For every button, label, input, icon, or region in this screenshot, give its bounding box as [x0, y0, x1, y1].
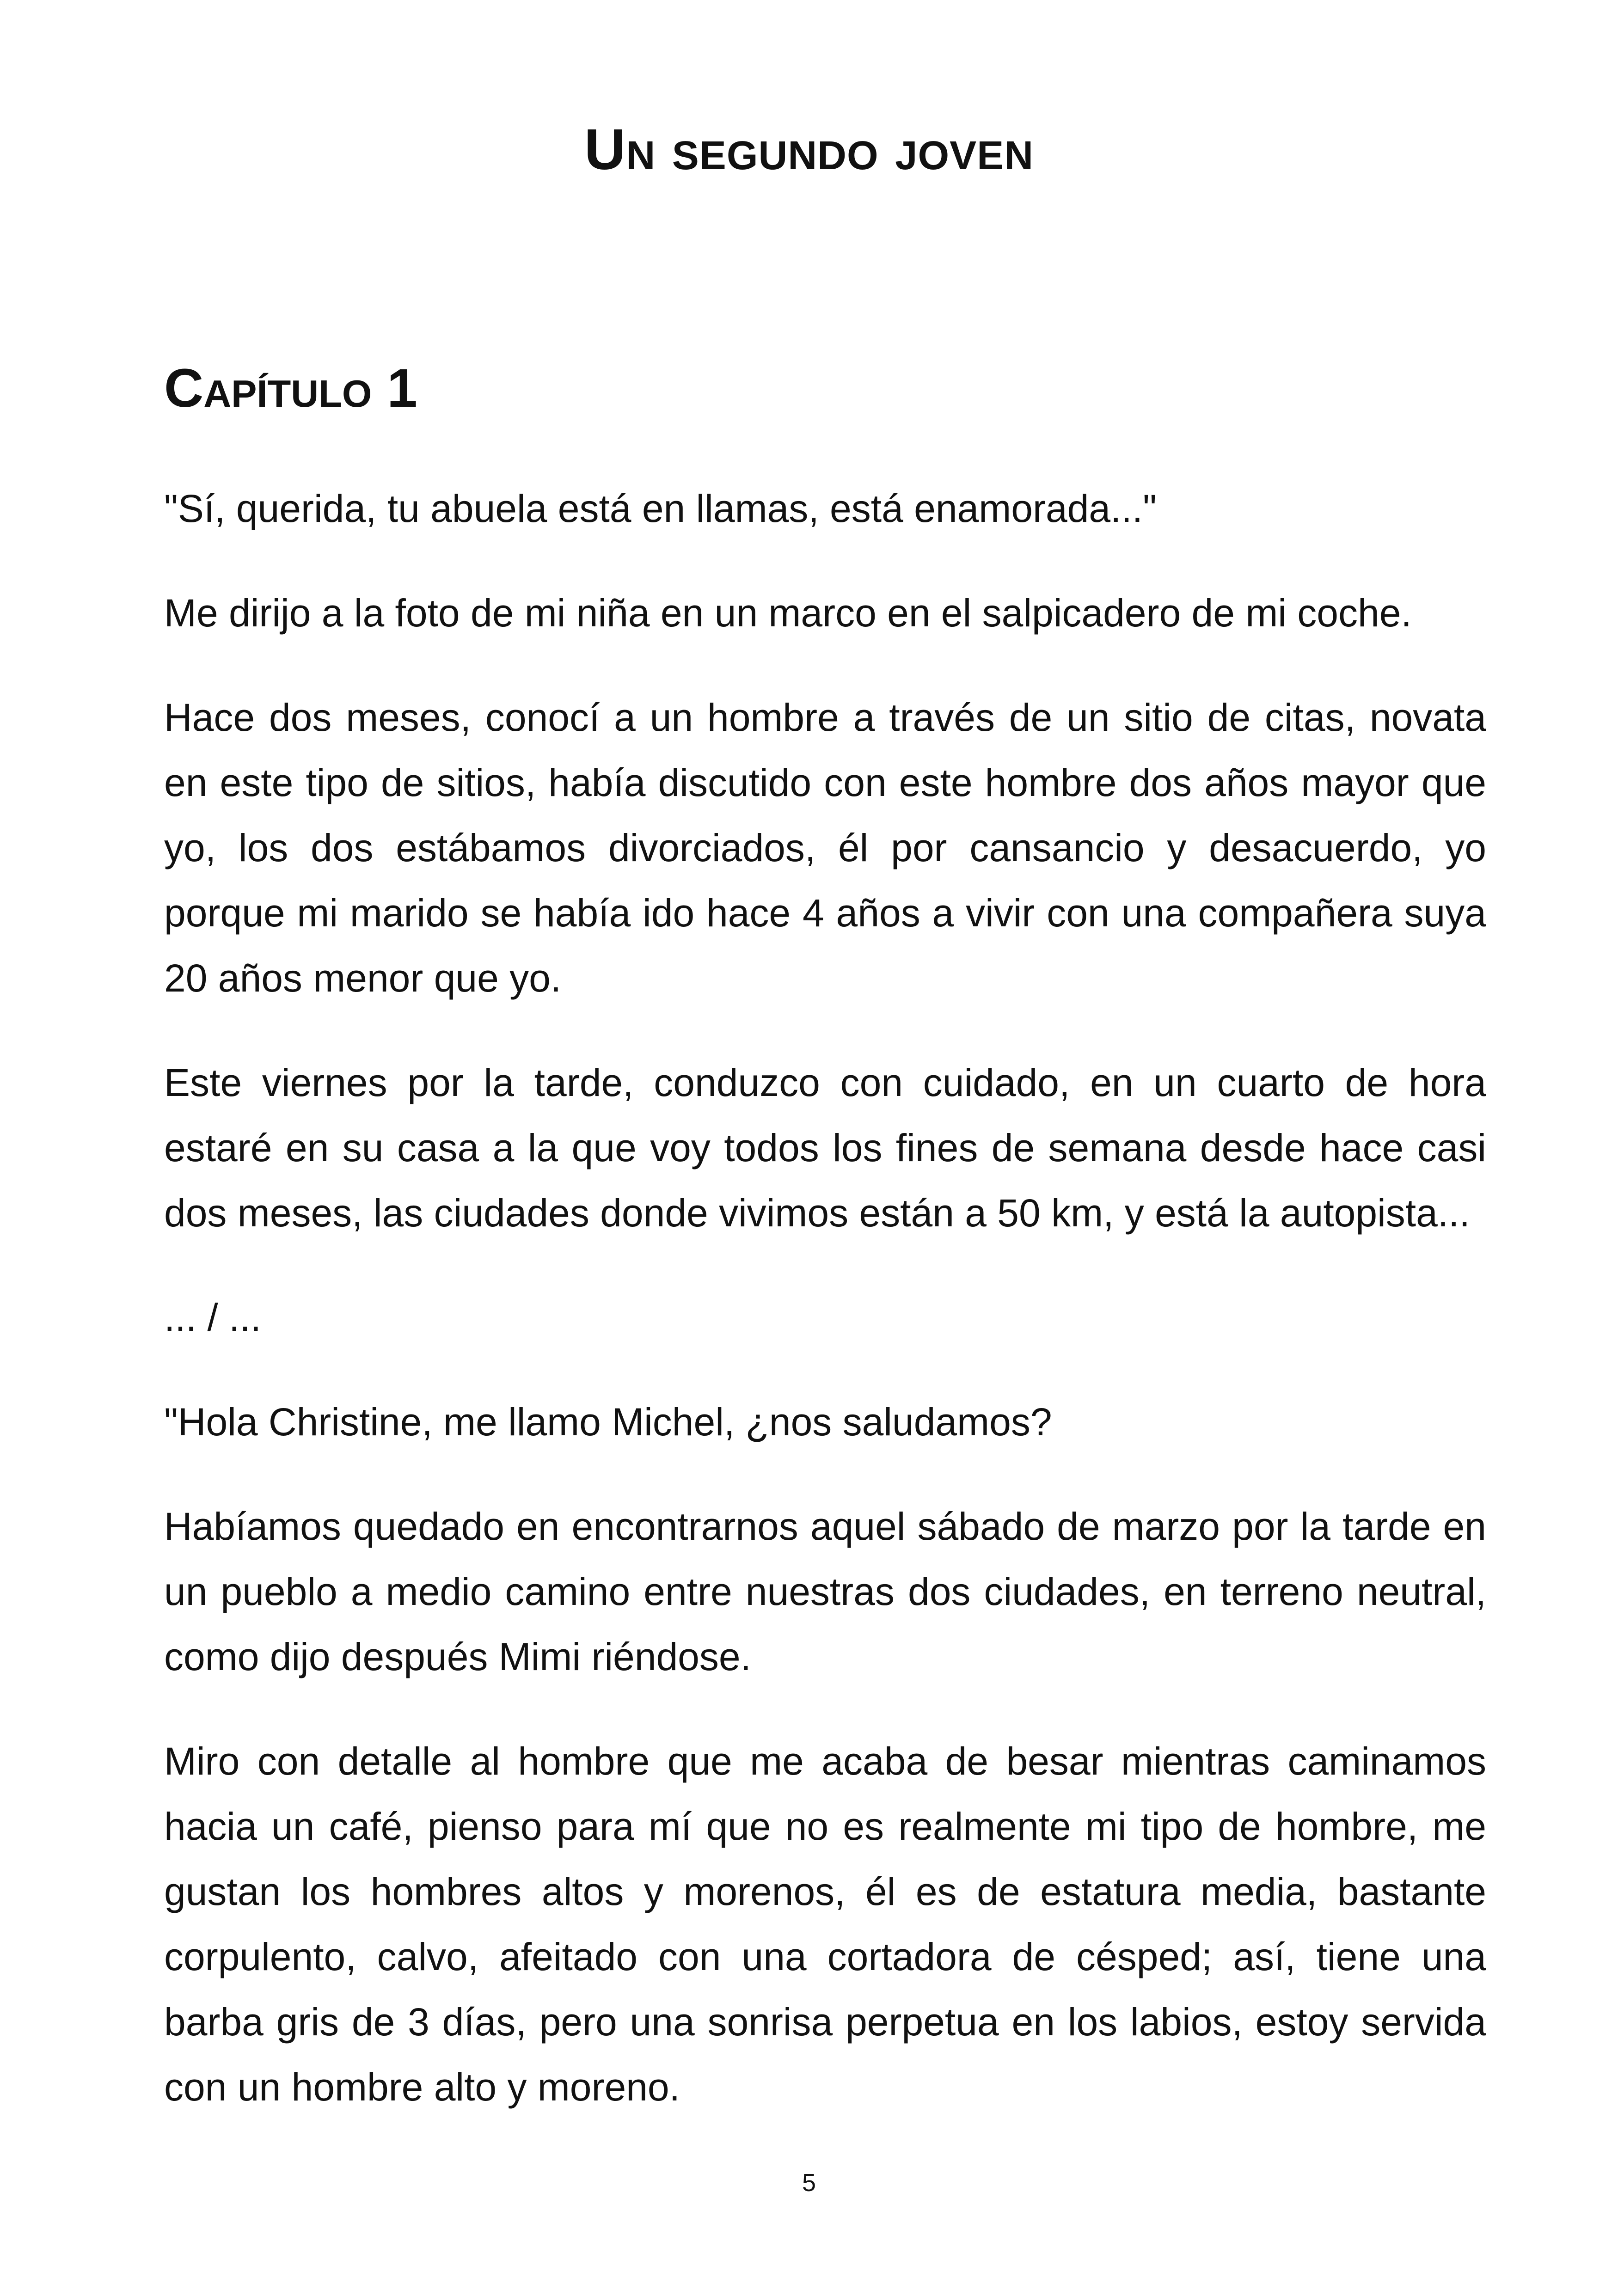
chapter-body: [164, 476, 1486, 2159]
chapter-title: Capítulo 1: [164, 358, 417, 419]
paragraph-dating-site: Hace dos meses, conocí a un hombre a través de un sitio de citas, novata en este tipo de sitios, había discutido con este hombre dos años mayor que yo, los dos estábamos divorciados, él por cansancio y desacuerdo, yo porque mi marido se había ido hace 4 años a vivir con una compañera suya 20 años menor que yo.: [164, 696, 1486, 1000]
paragraph-friday-drive: Este viernes por la tarde, conduzco con cuidado, en un cuarto de hora estaré en su casa a la que voy todos los fines de semana desde hace casi dos meses, las ciudades donde vivimos están a 50 km, y está la autopista...: [164, 1061, 1486, 1235]
paragraph-greeting: "Hola Christine, me llamo Michel, ¿nos saludamos?: [164, 1400, 1052, 1444]
book-title: Un segundo joven: [584, 118, 1034, 182]
paragraph-description: Miro con detalle al hombre que me acaba de besar mientras caminamos hacia un café, pienso para mí que no es realmente mi tipo de hombre, me gustan los hombres altos y morenos, él es de estatura media, bastante corpulento, calvo, afeitado con una cortadora de césped; así, tiene una barba gris de 3 días, pero una sonrisa perpetua en los labios, estoy servida con un hombre alto y moreno.: [164, 1739, 1486, 2109]
paragraph-quote-grandmother: "Sí, querida, tu abuela está en llamas, está enamorada...": [164, 487, 1157, 530]
paragraph-photo: Me dirijo a la foto de mi niña en un marco en el salpicadero de mi coche.: [164, 591, 1412, 635]
page-number: 5: [802, 2169, 816, 2197]
scene-break: ... / ...: [164, 1296, 262, 1339]
paragraph-meeting: Habíamos quedado en encontrarnos aquel sábado de marzo por la tarde en un pueblo a medio camino entre nuestras dos ciudades, en terreno neutral, como dijo después Mimi riéndose.: [164, 1505, 1486, 1678]
